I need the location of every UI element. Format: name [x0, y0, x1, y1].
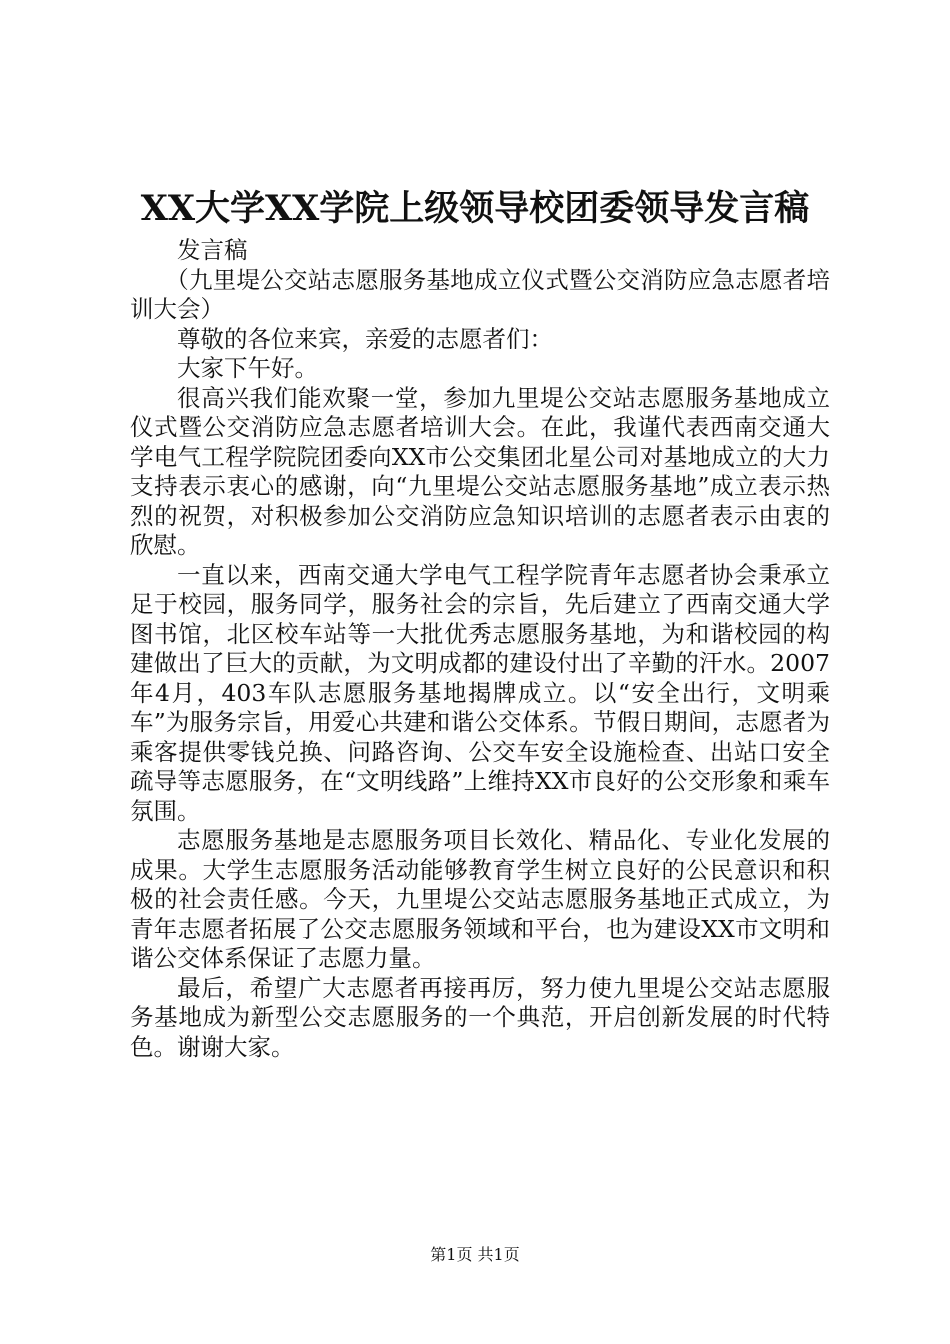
document-body	[130, 236, 830, 1062]
document-title: XX大学XX学院上级领导校团委领导发言稿	[140, 188, 810, 229]
paragraph-salutation: 尊敬的各位来宾，亲爱的志愿者们：	[177, 324, 553, 353]
paragraph-body-1: 很高兴我们能欢聚一堂，参加九里堤公交站志愿服务基地成立仪式暨公交消防应急志愿者培训大会。在此，我谨代表西南交通大学电气工程学院院团委向XX市公交集团北星公司对基地成立的大力支持表示衷心的感谢，向“九里堤公交站志愿服务基地”成立表示热烈的祝贺，对积极参加公交消防应急知识培训的志愿者表示由衷的欣慰。	[130, 383, 830, 559]
paragraph-heading: 发言稿	[177, 236, 248, 264]
page-footer: 第1页 共1页	[430, 1245, 520, 1264]
paragraph-body-3: 志愿服务基地是志愿服务项目长效化、精品化、专业化发展的成果。大学生志愿服务活动能够教育学生树立良好的公民意识和积极的社会责任感。今天，九里堤公交站志愿服务基地正式成立，为青年志愿者拓展了公交志愿服务领域和平台，也为建设XX市文明和谐公交体系保证了志愿力量。	[130, 826, 830, 972]
paragraph-greeting: 大家下午好。	[177, 354, 318, 382]
paragraph-closing: 最后，希望广大志愿者再接再厉，努力使九里堤公交站志愿服务基地成为新型公交志愿服务的一个典范，开启创新发展的时代特色。谢谢大家。	[130, 973, 830, 1061]
paragraph-body-2: 一直以来，西南交通大学电气工程学院青年志愿者协会秉承立足于校园，服务同学，服务社会的宗旨，先后建立了西南交通大学图书馆，北区校车站等一大批优秀志愿服务基地，为和谐校园的构建做出了巨大的贡献，为文明成都的建设付出了辛勤的汗水。2007年4月，403车队志愿服务基地揭牌成立。以“安全出行，文明乘车”为服务宗旨，用爱心共建和谐公交体系。节假日期间，志愿者为乘客提供零钱兑换、问路咨询、公交车安全设施检查、出站口安全疏导等志愿服务，在“文明线路”上维持XX市良好的公交形象和乘车氛围。	[130, 560, 830, 825]
paragraph-event-name: （九里堤公交站志愿服务基地成立仪式暨公交消防应急志愿者培训大会）	[130, 265, 830, 323]
